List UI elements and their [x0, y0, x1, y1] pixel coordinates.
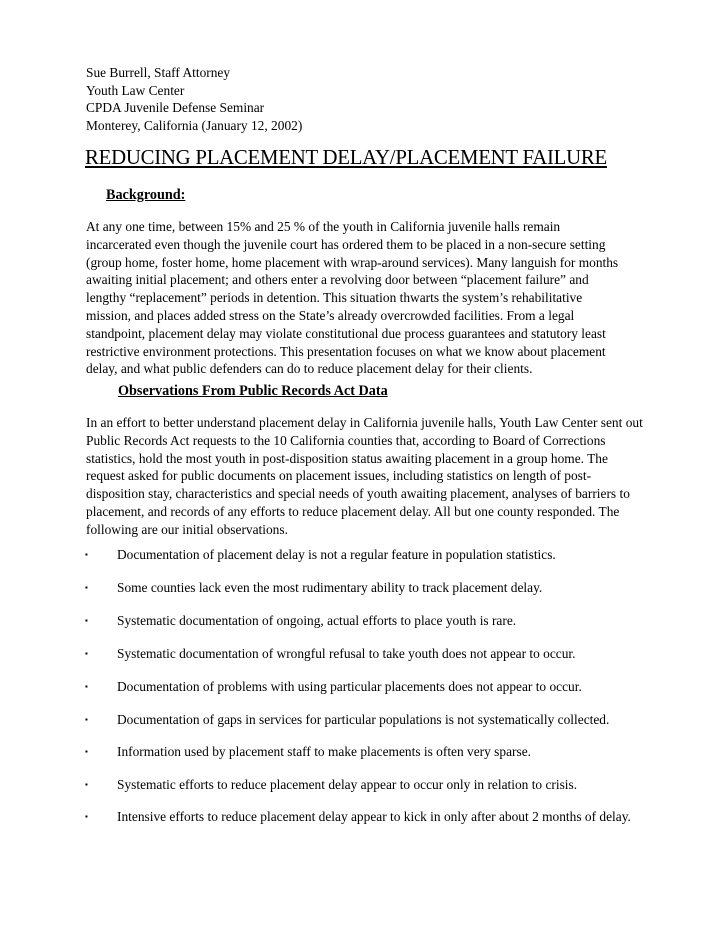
square-bullet-icon: ▪: [85, 780, 88, 789]
paragraph-line: disposition stay, characteristics and special needs of youth awaiting placement, analyses of barriers to: [86, 486, 630, 502]
bullet-text: Information used by placement staff to make placements is often very sparse.: [117, 744, 531, 759]
bullet-text: Documentation of gaps in services for particular populations is not systematically collected.: [117, 712, 610, 727]
square-bullet-icon: ▪: [85, 583, 88, 592]
square-bullet-icon: ▪: [85, 812, 88, 821]
paragraph-line: (group home, foster home, home placement with wrap-around services). Many languish for months: [86, 254, 619, 270]
paragraph-line: statistics, hold the most youth in post-disposition status awaiting placement in a group home. The: [86, 450, 608, 466]
paragraph-line: request asked for public documents on placement issues, including statistics on length of post-: [86, 468, 592, 484]
observations-heading: Observations From Public Records Act Data: [118, 383, 388, 399]
paragraph-line: Public Records Act requests to the 10 California counties that, according to Board of Corrections: [86, 432, 606, 448]
square-bullet-icon: ▪: [85, 649, 88, 658]
header-line: Sue Burrell, Staff Attorney: [86, 65, 231, 80]
paragraph-line: placement, and records of any efforts to reduce placement delay. All but one county responded. The: [86, 503, 620, 519]
paragraph-line: awaiting initial placement; and others enter a revolving door between “placement failure” and: [86, 272, 589, 288]
paragraph-line: In an effort to better understand placement delay in California juvenile halls, Youth Law Center sent out: [86, 415, 643, 430]
bullet-text: Systematic efforts to reduce placement delay appear to occur only in relation to crisis.: [117, 777, 578, 792]
paragraph-line: delay, and what public defenders can do to reduce placement delay for their clients.: [86, 361, 533, 377]
paragraph-line: following are our initial observations.: [86, 521, 288, 537]
document-title: REDUCING PLACEMENT DELAY/PLACEMENT FAILURE: [85, 146, 607, 169]
bullet-text: Systematic documentation of ongoing, actual efforts to place youth is rare.: [117, 613, 517, 628]
paragraph-line: lengthy “replacement” periods in detention. This situation thwarts the system’s rehabilitative: [86, 290, 583, 306]
paragraph-line: restrictive environment protections. This presentation focuses on what we know about placement: [86, 343, 606, 359]
header-line: CPDA Juvenile Defense Seminar: [86, 100, 265, 116]
background-heading: Background:: [106, 187, 186, 203]
paragraph-line: mission, and places added stress on the State’s already overcrowded facilities. From a legal: [86, 307, 575, 323]
header-line: Youth Law Center: [86, 82, 185, 98]
square-bullet-icon: ▪: [85, 616, 88, 625]
header-line: Monterey, California (January 12, 2002): [86, 117, 303, 133]
square-bullet-icon: ▪: [85, 682, 88, 691]
square-bullet-icon: ▪: [85, 747, 88, 756]
square-bullet-icon: ▪: [85, 550, 88, 559]
bullet-text: Documentation of problems with using particular placements does not appear to occur.: [117, 679, 582, 694]
bullet-text: Systematic documentation of wrongful refusal to take youth does not appear to occur.: [117, 646, 576, 661]
bullet-text: Intensive efforts to reduce placement delay appear to kick in only after about 2 months of delay.: [117, 809, 631, 824]
paragraph-line: standpoint, placement delay may violate constitutional due process guarantees and statutory least: [86, 325, 606, 341]
paragraph-line: incarcerated even though the juvenile court has ordered them to be placed in a non-secure setting: [86, 236, 606, 252]
bullet-text: Documentation of placement delay is not a regular feature in population statistics.: [117, 547, 556, 562]
square-bullet-icon: ▪: [85, 715, 88, 724]
bullet-text: Some counties lack even the most rudimentary ability to track placement delay.: [117, 580, 543, 595]
paragraph-line: At any one time, between 15% and 25 % of the youth in California juvenile halls remain: [86, 219, 561, 234]
